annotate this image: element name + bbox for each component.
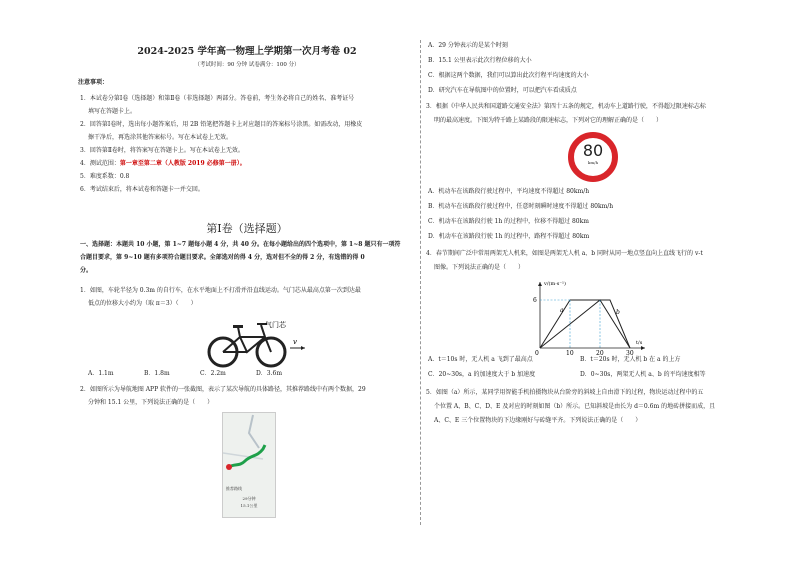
q2-option-a[interactable]: A．29 分钟表示的是某个时刻 bbox=[428, 42, 508, 49]
section-title: 第Ⅰ卷（选择题） bbox=[206, 222, 288, 235]
notes-list bbox=[80, 92, 416, 196]
graph-ytick-6: 6 bbox=[533, 297, 537, 304]
q2-option-b[interactable]: B．15.1 公里表示此次行程位移的大小 bbox=[428, 57, 532, 64]
exam-title: 2024-2025 学年高一物理上学期第一次月考卷 02 bbox=[137, 46, 357, 57]
vt-graph bbox=[530, 278, 650, 356]
q3-option-c[interactable]: C．机动车在该路段行驶 1h 的过程中，位移不得超过 80km bbox=[428, 218, 589, 225]
map-route-label: 推荐路线 bbox=[226, 486, 242, 492]
q4-option-c[interactable]: C．20~30s，a 的加速度大于 b 加速度 bbox=[428, 371, 536, 378]
q3-line-2: 明的最高速度。下图为特千路上某路段的限速标志，下列对它的理解正确的是（ ） bbox=[434, 117, 663, 124]
note-2a: 2．回答第Ⅰ卷时，选出每小题答案后，用 2B 铅笔把答题卡上对应题目的答案标号涂黑。如需改动，用橡皮 bbox=[80, 121, 363, 128]
q3-options bbox=[428, 184, 728, 244]
q2-line-2: 分钟和 15.1 公里，下列说法正确的是（ ） bbox=[88, 399, 214, 406]
q1-option-b[interactable]: B．1.8m bbox=[144, 370, 170, 377]
graph-xtick-20: 20 bbox=[596, 350, 604, 356]
q2-option-c[interactable]: C．根据这两个数据，我们可以算出此次行程平均速度的大小 bbox=[428, 72, 589, 79]
map-time: 29分钟 bbox=[242, 496, 256, 502]
map-distance: 15.1公里 bbox=[240, 502, 258, 508]
q3-option-a[interactable]: A．机动车在该路段行驶过程中，平均速度不得超过 80km/h bbox=[428, 188, 590, 195]
question-4 bbox=[426, 247, 728, 275]
q4-options bbox=[428, 352, 732, 382]
note-1a: 1．本试卷分第Ⅰ卷（选择题）和第Ⅱ卷（非选择题）两部分。答卷前，考生务必将自己的姓名、准考证号 bbox=[80, 95, 355, 102]
graph-xtick-30: 30 bbox=[626, 350, 634, 356]
exam-subtitle: （考试时间：90 分钟 试卷满分：100 分） bbox=[194, 62, 300, 68]
graph-xtick-0: 0 bbox=[535, 350, 539, 356]
intro-line-3: 分。 bbox=[80, 267, 93, 274]
q5-line-2: 个位置 A、B、C、D、E 及对应的时刻如图（b）所示。已知斜坡是由长为 d＝0.6m 的地砖拼接而成，且 bbox=[434, 403, 716, 410]
q3-option-d[interactable]: D．机动车在该路段行驶 1h 的过程中，路程不得超过 80km bbox=[428, 233, 590, 240]
intro-line-2: 合题目要求，第 9~10 题有多项符合题目要求。全部选对的得 4 分，选对但不全的得 2 分，有选错的得 0 bbox=[80, 254, 365, 261]
q1-line-2: 低点的位移大小约为（取 π＝3）（ ） bbox=[88, 300, 197, 307]
note-3: 3．回答第Ⅱ卷时，将答案写在答题卡上。写在本试卷上无效。 bbox=[80, 147, 244, 154]
note-2b: 擦干净后，再选涂其他答案标号。写在本试卷上无效。 bbox=[88, 134, 233, 141]
q4-option-d[interactable]: D．0~30s，两架无人机 a、b 的平均速度相等 bbox=[580, 371, 706, 378]
q2-option-d[interactable]: D．研究汽车在导航图中的位置时，可以把汽车看成质点 bbox=[428, 87, 577, 94]
valve-label: 气门芯 bbox=[265, 321, 286, 329]
graph-xtick-10: 10 bbox=[566, 350, 574, 356]
q4-option-a[interactable]: A．t＝10s 时，无人机 a 飞到了最高点 bbox=[428, 356, 533, 363]
q3-line-1: 3．根据《中华人民共和国道路交通安全法》第四十五条的规定，机动车上道路行驶，不得超过限速标志标 bbox=[426, 103, 706, 110]
q5-line-3: A、C、E 三个位置物块的下边缘刚好与砖缝平齐。下列说法正确的是（ ） bbox=[434, 417, 642, 424]
q5-line-1: 5．如图（a）所示，某同学用智能手机拍摄物块从台阶旁的斜坡上自由滑下的过程，物块运动过程中的五 bbox=[426, 389, 704, 396]
line-b bbox=[540, 300, 630, 348]
sign-value: 80 bbox=[582, 141, 604, 160]
q4-line-2: 图像。下列说法正确的是（ ） bbox=[434, 264, 525, 271]
start-marker-icon bbox=[226, 464, 232, 470]
question-3 bbox=[426, 100, 728, 128]
q2-options bbox=[428, 38, 728, 98]
graph-label-b: b bbox=[616, 309, 620, 316]
graph-label-a: a bbox=[560, 307, 564, 314]
speed-limit-sign-icon bbox=[568, 132, 618, 182]
q1-option-c[interactable]: C．2.2m bbox=[200, 370, 226, 377]
q4-option-b[interactable]: B．t＝20s 时，无人机 b 在 a 的上方 bbox=[580, 356, 681, 363]
q1-options bbox=[88, 369, 312, 378]
note-5: 5．难度系数：0.8 bbox=[80, 173, 130, 180]
test-scope: 第一章至第二章（人教版 2019 必修第一册）。 bbox=[119, 160, 246, 167]
question-2 bbox=[80, 383, 416, 409]
intro-line-1: 一、选择题：本题共 10 小题，第 1~7 题每小题 4 分，共 40 分。在每小题给出的四个选项中，第 1~8 题只有一项符 bbox=[80, 241, 401, 248]
question-1 bbox=[80, 284, 416, 310]
line-a bbox=[540, 300, 630, 348]
q4-line-1: 4．春节期间广泛中常用两架无人机来，如图是两架无人机 a、b 同时从同一地点竖直向上直线飞行的 v-t bbox=[426, 250, 703, 257]
section-intro bbox=[80, 238, 416, 277]
notes-heading: 注意事项： bbox=[78, 79, 109, 86]
q3-option-b[interactable]: B．机动车在该路段行驶过程中，任意时刻瞬时速度不得超过 80km/h bbox=[428, 203, 614, 210]
column-divider bbox=[420, 40, 421, 525]
route-svg bbox=[223, 413, 275, 483]
graph-xlabel: t/s bbox=[636, 340, 643, 346]
bicycle-figure bbox=[205, 315, 315, 370]
note-1b: 填写在答题卡上。 bbox=[88, 108, 137, 115]
graph-ylabel: v/(m·s⁻¹) bbox=[544, 281, 566, 287]
question-5 bbox=[426, 386, 728, 428]
q1-option-d[interactable]: D．3.6m bbox=[256, 370, 283, 377]
sign-unit: km/h bbox=[587, 160, 599, 165]
velocity-label: v bbox=[293, 338, 297, 346]
q2-line-1: 2．如图所示为导航地图 APP 软件的一张截图，表示了某次导航的具体路径，其推荐路线中有两个数据，29 bbox=[80, 386, 366, 393]
q1-line-1: 1．如图，车轮半径为 0.3m 的自行车，在水平地面上不打滑并沿直线运动。气门芯从最高点第一次到达最 bbox=[80, 287, 361, 294]
note-6: 6．考试结束后，将本试卷和答题卡一并交回。 bbox=[80, 186, 204, 193]
navigation-map bbox=[222, 412, 276, 518]
q1-option-a[interactable]: A．1.1m bbox=[88, 370, 114, 377]
note-4: 4．测试范围：第一章至第二章（人教版 2019 必修第一册）。 bbox=[80, 160, 246, 167]
